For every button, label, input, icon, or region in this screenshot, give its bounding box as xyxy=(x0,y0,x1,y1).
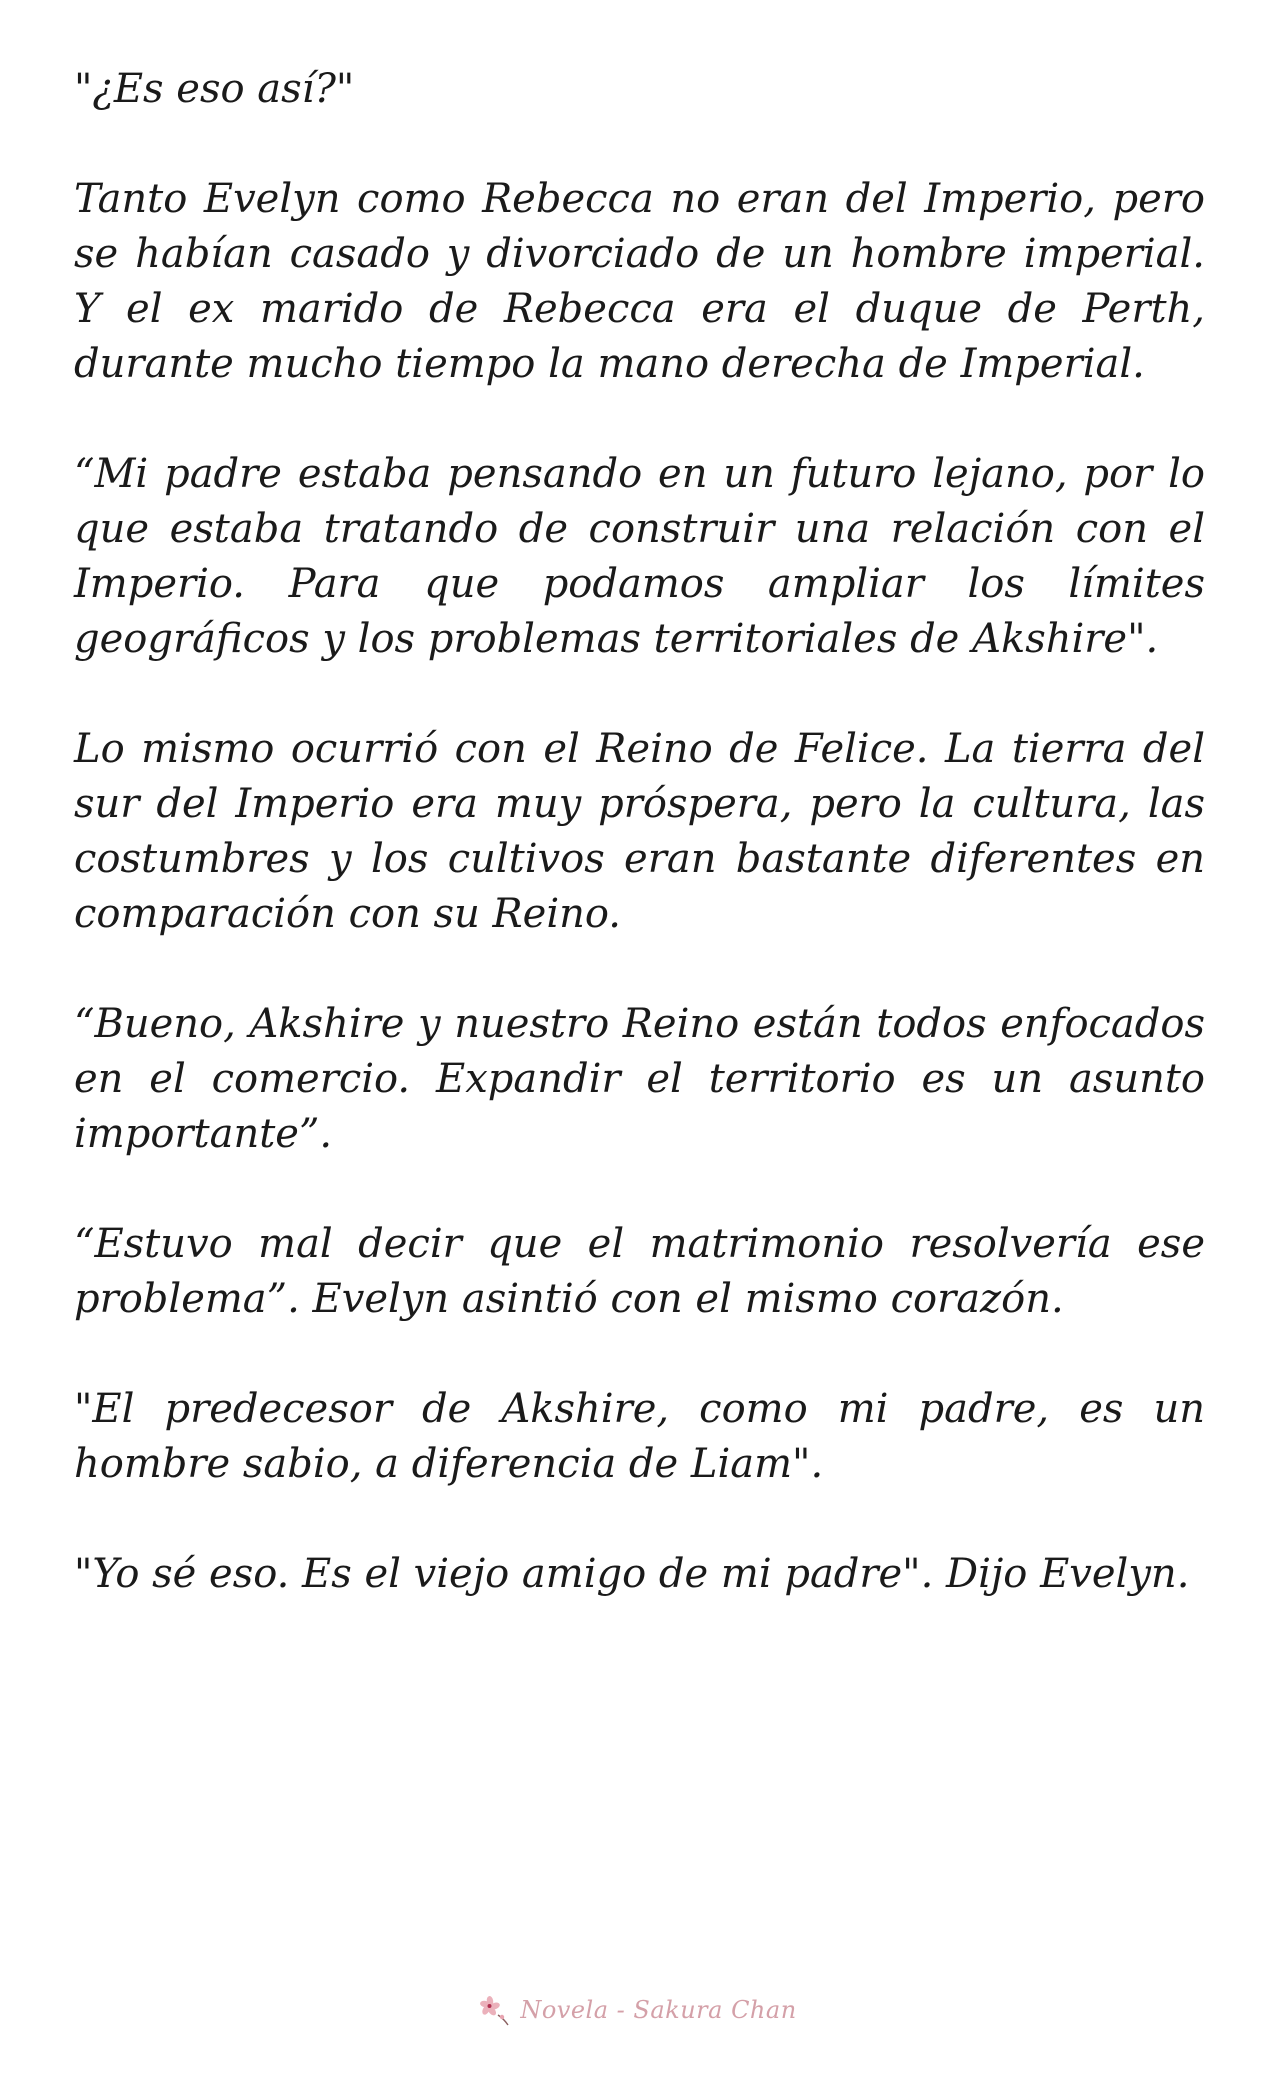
paragraph-2: Tanto Evelyn como Rebecca no eran del Imperio, pero se habían casado y divorciado de un hombre imperial. Y el ex marido de Rebecca era el duque de Perth, durante mucho tiempo la mano derecha de Imperial. xyxy=(74,176,1205,387)
document-body xyxy=(74,62,1205,1602)
sakura-flower-icon xyxy=(478,1993,512,2027)
paragraph-3: “Mi padre estaba pensando en un futuro lejano, por lo que estaba tratando de construir una relación con el Imperio. Para que podamos ampliar los límites geográficos y los problemas territoriales de Akshire". xyxy=(74,451,1205,662)
watermark-text: Novela - Sakura Chan xyxy=(520,1996,797,2024)
paragraph-5: “Bueno, Akshire y nuestro Reino están todos enfocados en el comercio. Expandir el territorio es un asunto importante”. xyxy=(74,1001,1205,1157)
paragraph-1: "¿Es eso así?" xyxy=(74,66,355,112)
watermark xyxy=(0,1990,1275,2030)
paragraph-4: Lo mismo ocurrió con el Reino de Felice. La tierra del sur del Imperio era muy próspera, pero la cultura, las costumbres y los cultivos eran bastante diferentes en comparación con su Reino. xyxy=(74,726,1205,937)
paragraph-8: "Yo sé eso. Es el viejo amigo de mi padre". Dijo Evelyn. xyxy=(74,1551,1190,1597)
paragraph-7: "El predecesor de Akshire, como mi padre, es un hombre sabio, a diferencia de Liam". xyxy=(74,1386,1205,1487)
paragraph-6: “Estuvo mal decir que el matrimonio resolvería ese problema”. Evelyn asintió con el mismo corazón. xyxy=(74,1221,1205,1322)
